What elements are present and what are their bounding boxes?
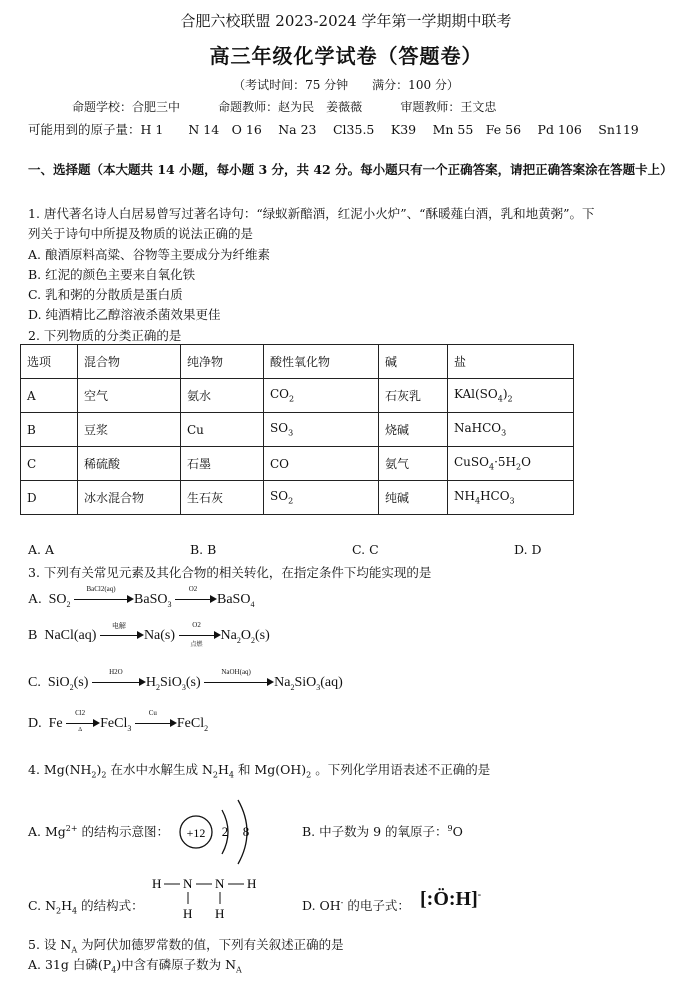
exam-meta: （考试时间：75 分钟 满分：100 分） [233,78,459,92]
q3-stem: 3. 下列有关常见元素及其化合物的相关转化，在指定条件下均能实现的是 [28,565,432,580]
cell-base: 氨气 [379,447,448,481]
cell-acid-oxide: $CO_2$ [264,379,379,413]
mg-ion-structure-diagram [178,792,268,872]
nucleus-charge: +12 [186,826,206,840]
q4-option-b: B. 中子数为 9 的氧原子：$^9$O [302,823,463,839]
reaction-arrow: BaCl2(aq) [74,593,134,607]
paper-title: 高三年级化学试卷（答题卷） [209,44,483,68]
oh-electron-formula: [:Ö:H]- [420,888,482,910]
q4-option-a: A. $Mg^{2+}$ 的结构示意图： [28,823,170,839]
reaction-arrow: Cl2 Δ [66,717,100,731]
cell-pure: 生石灰 [181,481,264,515]
cell-option: A [21,379,78,413]
section-heading: 一、选择题（本大题共 14 小题，每小题 3 分，共 42 分。每小题只有一个正确答案，请把正确答案涂在答题卡上） [28,162,673,177]
table-row [21,379,574,413]
reaction-arrow: 电解 [100,629,144,643]
classification-table [20,344,574,515]
cell-pure: Cu [181,413,264,447]
q1-option-c: C. 乳和粥的分散质是蛋白质 [28,287,183,302]
atomic-masses: 可能用到的原子量：H 1 N 14 O 16 Na 23 Cl35.5 K39 Mn 55 Fe 56 Pd 106 Sn119 [28,122,639,137]
table-row [21,447,574,481]
cell-salt: $CuSO_4\cdot 5H_2O$ [448,447,574,481]
cell-mixture: 冰水混合物 [78,481,181,515]
q2-stem: 2. 下列物质的分类正确的是 [28,328,182,343]
authors-line [72,98,496,115]
table-row [21,481,574,515]
cell-mixture: 豆浆 [78,413,181,447]
q3-option-b: B NaCl(aq) 电解 Na(s) O2 点燃 $Na_2O_2(s)$ [28,620,270,648]
cell-acid-oxide: $SO_2$ [264,481,379,515]
n2h4-structural-formula [148,872,268,922]
cell-salt: $KAl(SO_4)_2$ [448,379,574,413]
cell-option: C [21,447,78,481]
q4-option-c: C. $N_2H_4$ 的结构式： [28,898,144,916]
q1-stem-2: 列关于诗句中所提及物质的说法正确的是 [28,226,254,241]
svg-text:N: N [183,876,193,891]
q3-option-c: C. SiO$_2$(s) H2O $H_2SiO_3(s)$ NaOH(aq) $Na_2SiO_3(aq)$ [28,667,343,692]
reviewer: 审题教师：王文忠 [400,100,497,114]
cell-salt: $NH_4HCO_3$ [448,481,574,515]
cell-option: D [21,481,78,515]
q2-answer-a: A. A [28,542,55,557]
q2-answer-d: D. D [514,542,542,557]
cell-base: 石灰乳 [379,379,448,413]
reaction-arrow: NaOH(aq) [204,676,274,690]
cell-salt: NaHCO$_3$ [448,413,574,447]
cell-pure: 氨水 [181,379,264,413]
shell2-electrons: 8 [242,824,250,839]
cell-option: B [21,413,78,447]
th-base: 碱 [379,345,448,379]
table-row [21,413,574,447]
cell-acid-oxide: $SO_3$ [264,413,379,447]
cell-mixture: 空气 [78,379,181,413]
reaction-arrow: O2 [175,593,217,607]
svg-text:H: H [152,876,162,891]
svg-text:N: N [215,876,225,891]
th-option: 选项 [21,345,78,379]
q1-option-d: D. 纯酒精比乙醇溶液杀菌效果更佳 [28,307,221,322]
school: 命题学校：合肥三中 [72,100,181,114]
cell-base: 纯碱 [379,481,448,515]
cell-base: 烧碱 [379,413,448,447]
th-salt: 盐 [448,345,574,379]
shell1-electrons: 2 [221,824,229,839]
q4-stem: 4. $Mg(NH_2)_2$ 在水中水解生成 $N_2H_4$ 和 $Mg(OH)_2$ 。下列化学用语表述不正确的是 [28,762,491,780]
cell-mixture: 稀硫酸 [78,447,181,481]
cell-pure: 石墨 [181,447,264,481]
th-mixture: 混合物 [78,345,181,379]
table-header-row [21,345,574,379]
q5-option-a: A. 31g 白磷$(P_4)$中含有磷原子数为 $N_A$ [28,957,242,975]
q1-option-a: A. 酿酒原料高粱、谷物等主要成分为纤维素 [28,247,270,262]
reaction-arrow: Cu [135,717,177,731]
cell-acid-oxide: CO [264,447,379,481]
q1-option-b: B. 红泥的颜色主要来自氧化铁 [28,267,196,282]
reaction-arrow: H2O [92,676,146,690]
svg-text:H: H [215,906,225,921]
reaction-arrow: O2 点燃 [179,629,221,643]
q5-stem: 5. 设 $N_A$ 为阿伏加德罗常数的值，下列有关叙述正确的是 [28,937,344,955]
svg-text:H: H [247,876,257,891]
th-pure: 纯净物 [181,345,264,379]
q3-option-a: A. $SO_2$ BaCl2(aq) BaSO$_3$ O2 BaSO$_4$ [28,584,255,609]
svg-text:H: H [183,906,193,921]
q2-answer-b: B. B [190,542,217,557]
q2-answer-c: C. C [352,542,379,557]
q4-option-d: D. OH- 的电子式： [302,897,410,913]
q3-option-d: D. Fe Cl2 Δ FeCl$_3$ Cu FeCl$_2$ [28,708,209,733]
q1-stem-1: 1. 唐代著名诗人白居易曾写过著名诗句：“绿蚁新醅酒，红泥小火炉”、“酥暖薤白酒，乳和地黄粥”。下 [28,206,595,221]
setter: 命题教师：赵为民 姜薇薇 [218,100,363,114]
th-acid-oxide: 酸性氧化物 [264,345,379,379]
exam-title: 合肥六校联盟 2023-2024 学年第一学期期中联考 [180,12,512,30]
